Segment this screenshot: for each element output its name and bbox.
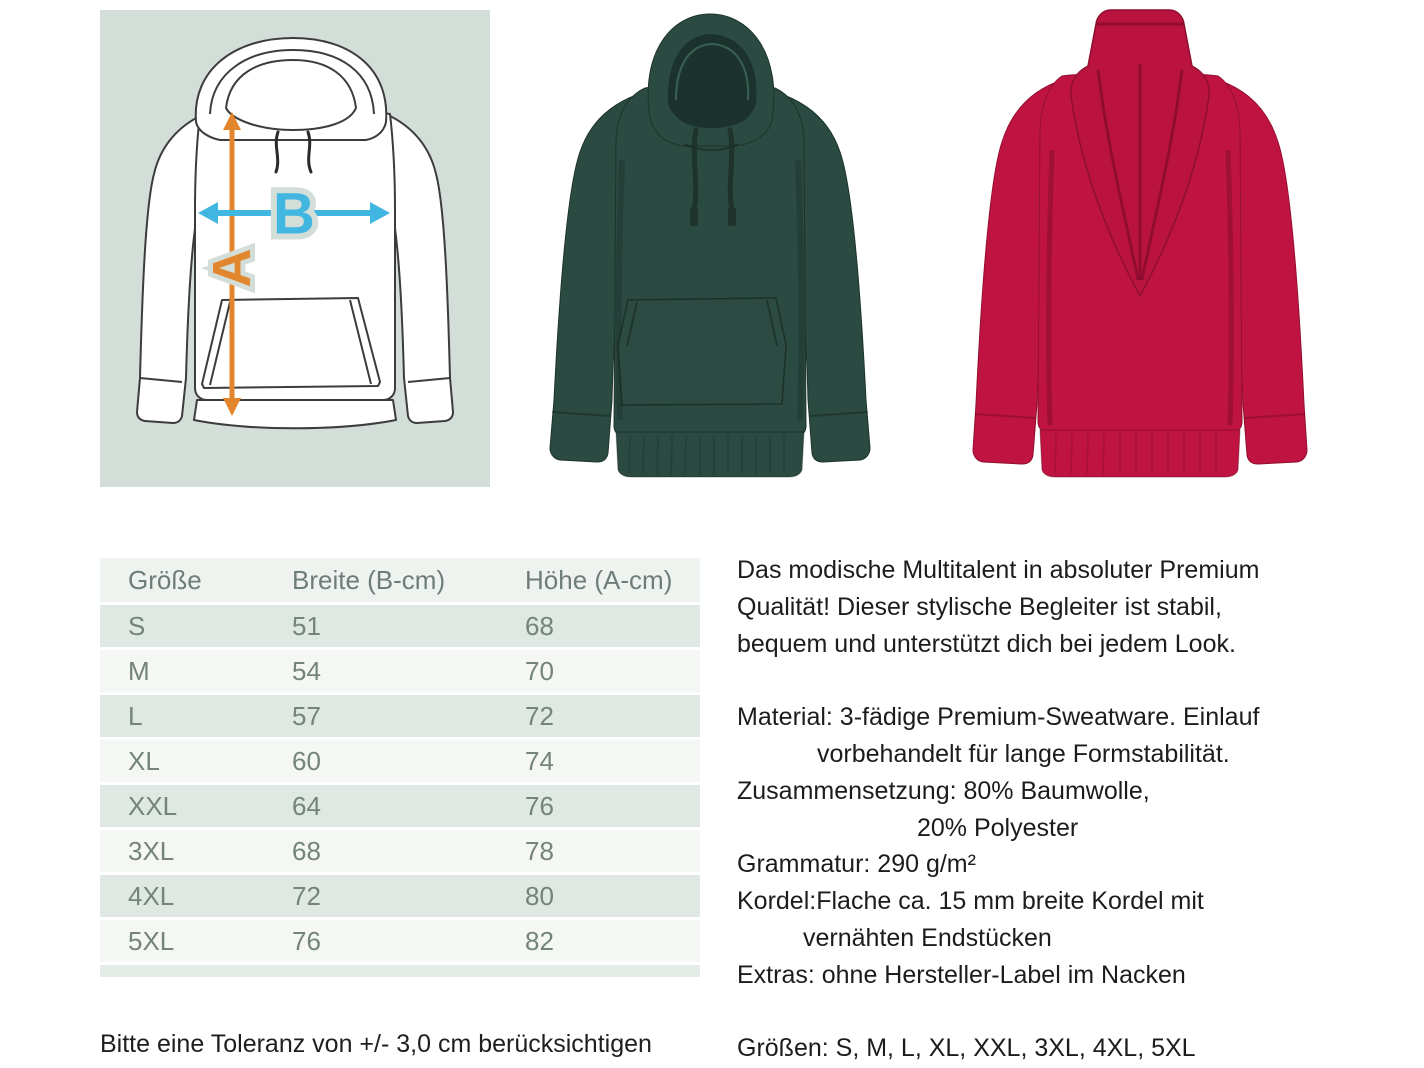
hoehe-cell: 72	[525, 700, 554, 731]
description-line: vorbehandelt für lange Formstabilität.	[817, 739, 1230, 768]
breite-cell: 68	[292, 835, 321, 866]
breite-cell: 64	[292, 790, 321, 821]
size-cell: 3XL	[128, 835, 175, 866]
hoodie-back-image	[930, 0, 1350, 500]
description-line: vernähten Endstücken	[803, 923, 1052, 952]
breite-cell: 72	[292, 880, 321, 911]
size-cell: 5XL	[128, 925, 175, 956]
size-cell: XL	[128, 745, 160, 776]
size-table	[100, 558, 700, 977]
breite-cell: 76	[292, 925, 321, 956]
description-line: Zusammensetzung: 80% Baumwolle,	[737, 776, 1150, 805]
diagram-hem	[194, 400, 396, 428]
table-row	[100, 650, 700, 692]
size-cell: 4XL	[128, 880, 175, 911]
hoodie-front-photo	[500, 0, 920, 500]
table-row	[100, 875, 700, 917]
hoodie-measure-drawing	[100, 10, 490, 487]
table-row	[100, 740, 700, 782]
hoehe-cell: 74	[525, 745, 554, 776]
table-row	[100, 605, 700, 647]
label-b: B	[273, 181, 315, 247]
header-breite: Breite (B-cm)	[292, 564, 446, 595]
breite-cell: 51	[292, 610, 321, 641]
table-row	[100, 785, 700, 827]
table-row	[100, 920, 700, 962]
table-row	[100, 695, 700, 737]
hoehe-cell: 76	[525, 790, 554, 821]
diagram-left-sleeve	[137, 116, 204, 423]
sizes-line: Größen: S, M, L, XL, XXL, 3XL, 4XL, 5XL	[737, 1034, 1196, 1063]
table-footer-band	[100, 965, 700, 977]
size-cell: S	[128, 610, 146, 641]
description-line: Grammatur: 290 g/m²	[737, 850, 976, 879]
description-line	[737, 994, 1377, 1031]
description-line: Qualität! Dieser stylische Begleiter ist stabil,	[737, 592, 1222, 621]
tolerance-note: Bitte eine Toleranz von +/- 3,0 cm berücksichtigen	[100, 1030, 652, 1058]
header-hoehe: Höhe (A-cm)	[525, 564, 673, 595]
description-line: 20% Polyester	[917, 813, 1079, 842]
size-cell: L	[128, 700, 143, 731]
description-line: Kordel:Flache ca. 15 mm breite Kordel mit	[737, 887, 1204, 916]
breite-cell: 54	[292, 655, 321, 686]
description-line: Das modische Multitalent in absoluter Premium	[737, 556, 1260, 584]
size-diagram-panel	[100, 10, 490, 487]
product-description	[737, 552, 1377, 1067]
hoehe-cell: 70	[525, 655, 554, 686]
hoehe-cell: 78	[525, 835, 554, 866]
size-cell: XXL	[128, 790, 178, 821]
hoehe-cell: 80	[525, 880, 554, 911]
hoodie-back-photo	[930, 0, 1350, 500]
hoehe-cell: 68	[525, 610, 554, 641]
header-groesse: Größe	[128, 564, 202, 595]
table-header-row	[100, 558, 700, 602]
hoodie-front-image	[500, 0, 920, 500]
breite-cell: 57	[292, 700, 321, 731]
description-line: Extras: ohne Hersteller-Label im Nacken	[737, 960, 1186, 989]
description-line: bequem und unterstützt dich bei jedem Look.	[737, 629, 1236, 658]
size-cell: M	[128, 655, 150, 686]
hoehe-cell: 82	[525, 925, 554, 956]
label-a: A	[202, 248, 262, 288]
description-line: Material: 3-fädige Premium-Sweatware. Einlauf	[737, 703, 1260, 732]
table-row	[100, 830, 700, 872]
description-line	[737, 662, 1377, 699]
diagram-right-sleeve	[386, 116, 453, 423]
breite-cell: 60	[292, 745, 321, 776]
